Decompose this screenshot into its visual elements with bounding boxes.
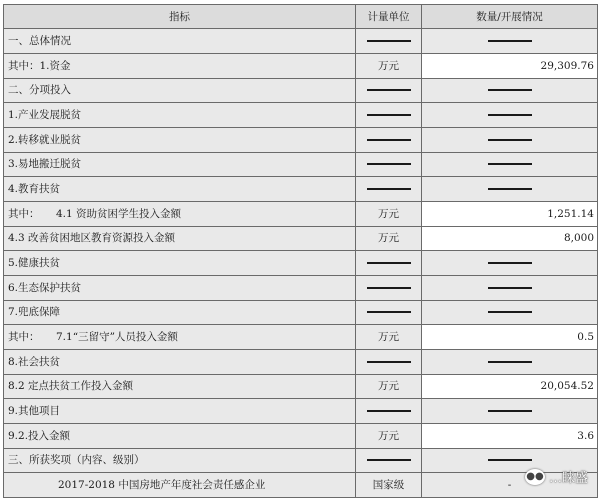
table-row [4, 53, 598, 78]
unit-cell: 万元 [356, 325, 422, 350]
row-label: 4.3 改善贫困地区教育资源投入金额 [4, 226, 356, 251]
table-row [4, 152, 598, 177]
table-row [4, 103, 598, 128]
unit-cell [356, 127, 422, 152]
row-label: 3.易地搬迁脱贫 [4, 152, 356, 177]
value-cell [422, 399, 598, 424]
table-row [4, 399, 598, 424]
dash-icon [367, 410, 411, 412]
table-header-row [4, 5, 598, 29]
value-cell [422, 300, 598, 325]
row-label [4, 325, 356, 350]
table-row [4, 78, 598, 103]
value-cell: 8,000 [422, 226, 598, 251]
unit-cell [356, 300, 422, 325]
row-label: 其中：1.资金 [4, 53, 356, 78]
value-cell [422, 127, 598, 152]
watermark-text: …睐盛 [548, 471, 588, 486]
table-row [4, 127, 598, 152]
table-row [4, 448, 598, 473]
dash-icon [488, 287, 532, 289]
dash-icon [367, 139, 411, 141]
unit-cell: 万元 [356, 423, 422, 448]
row-label [4, 201, 356, 226]
header-value: 数量/开展情况 [422, 5, 598, 29]
table-row [4, 29, 598, 54]
row-label-text: 4.1 资助贫困学生投入金额 [56, 207, 182, 220]
dash-icon [488, 139, 532, 141]
row-label: 7.兜底保障 [4, 300, 356, 325]
dash-icon [367, 40, 411, 42]
dash-icon [488, 89, 532, 91]
dash-icon [367, 361, 411, 363]
dash-icon [367, 188, 411, 190]
dash-icon [488, 163, 532, 165]
value-cell [422, 275, 598, 300]
unit-cell [356, 399, 422, 424]
row-label: 6.生态保护扶贫 [4, 275, 356, 300]
header-unit: 计量单位 [356, 5, 422, 29]
dash-icon [367, 311, 411, 313]
table-row [4, 473, 598, 498]
unit-cell: 万元 [356, 374, 422, 399]
value-cell [422, 349, 598, 374]
header-indicator: 指标 [4, 5, 356, 29]
value-cell: 3.6 [422, 423, 598, 448]
dash-icon [488, 188, 532, 190]
row-label: 5.健康扶贫 [4, 251, 356, 276]
value-cell [422, 177, 598, 202]
dash-icon [488, 311, 532, 313]
unit-cell [356, 349, 422, 374]
unit-cell [356, 275, 422, 300]
value-cell [422, 103, 598, 128]
row-prefix: 其中： [8, 331, 40, 344]
row-label: 8.2 定点扶贫工作投入金额 [4, 374, 356, 399]
unit-cell [356, 78, 422, 103]
value-cell: 20,054.52 [422, 374, 598, 399]
table-row [4, 374, 598, 399]
value-cell: 1,251.14 [422, 201, 598, 226]
unit-cell [356, 177, 422, 202]
table-row [4, 423, 598, 448]
dash-icon [488, 459, 532, 461]
row-label: 8.社会扶贫 [4, 349, 356, 374]
dash-icon [367, 262, 411, 264]
row-label: 2.转移就业脱贫 [4, 127, 356, 152]
dash-icon [488, 361, 532, 363]
poverty-alleviation-table [3, 4, 598, 498]
value-cell [422, 448, 598, 473]
dash-icon [367, 89, 411, 91]
dash-icon [367, 287, 411, 289]
dash-icon [367, 163, 411, 165]
table-row [4, 275, 598, 300]
row-label: 4.教育扶贫 [4, 177, 356, 202]
unit-cell [356, 251, 422, 276]
unit-cell: 万元 [356, 201, 422, 226]
table-row [4, 349, 598, 374]
dash-icon [488, 410, 532, 412]
row-label: 1.产业发展脱贫 [4, 103, 356, 128]
value-cell [422, 152, 598, 177]
unit-cell: 万元 [356, 226, 422, 251]
value-cell: 0.5 [422, 325, 598, 350]
row-label: 三、所获奖项（内容、级别） [4, 448, 356, 473]
row-label: 9.2.投入金额 [4, 423, 356, 448]
unit-cell [356, 152, 422, 177]
unit-cell [356, 103, 422, 128]
row-label: 2017-2018 中国房地产年度社会责任感企业 [4, 473, 356, 498]
unit-cell: 国家级 [356, 473, 422, 498]
value-cell: 29,309.76 [422, 53, 598, 78]
table-row [4, 300, 598, 325]
row-label: 二、分项投入 [4, 78, 356, 103]
value-cell [422, 251, 598, 276]
unit-cell [356, 448, 422, 473]
value-cell [422, 29, 598, 54]
value-cell [422, 78, 598, 103]
table-row [4, 325, 598, 350]
table-row [4, 201, 598, 226]
unit-cell [356, 29, 422, 54]
table-row [4, 177, 598, 202]
dash-icon [488, 262, 532, 264]
unit-cell: 万元 [356, 53, 422, 78]
value-cell: - [422, 473, 598, 498]
row-label: 一、总体情况 [4, 29, 356, 54]
wechat-icon: ●● [525, 469, 545, 485]
dash-icon [488, 40, 532, 42]
row-prefix: 其中： [8, 207, 40, 220]
table-row [4, 251, 598, 276]
dash-icon [488, 114, 532, 116]
row-label: 9.其他项目 [4, 399, 356, 424]
dash-icon [367, 459, 411, 461]
dash-icon [367, 114, 411, 116]
table-row [4, 226, 598, 251]
row-label-text: 7.1“三留守”人员投入金额 [56, 331, 178, 344]
